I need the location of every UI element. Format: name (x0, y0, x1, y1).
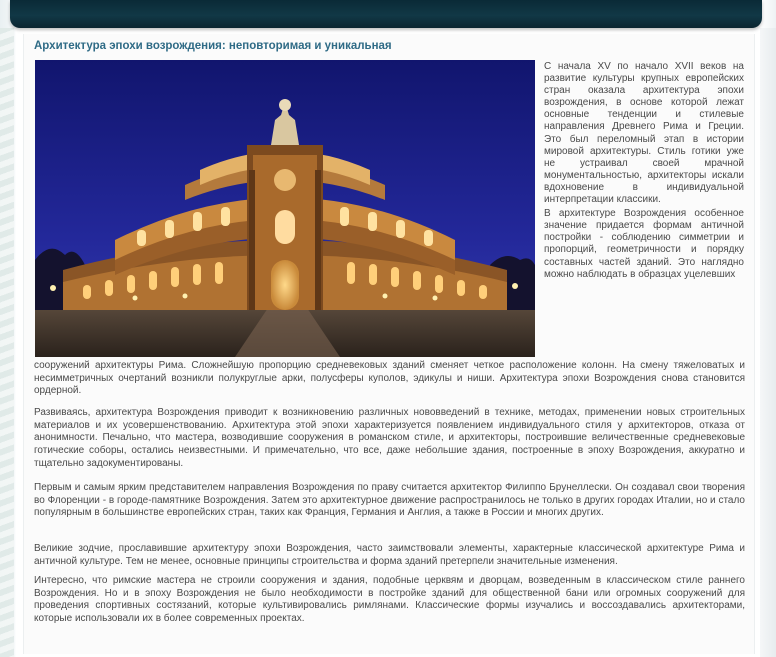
opera-house-photo (35, 60, 535, 357)
architecture-forms-paragraph: В архитектуре Возрождения особенное значение придается формам античной постройки - соблюдению симметрии и пропорций, геометричности и порядку составных частей зданий. Это наглядно можно наблюдать в образцах уцелевших (544, 208, 744, 280)
left-decorative-strip (0, 28, 14, 657)
intro-paragraph: С начала XV по начало XVII веков на развитие культуры крупных европейских стран оказала архитектура эпохи возрождения, в основе которой лежат основные тенденции и стилевые направления Древнего Рима и Греции. Это был переломный этап в истории мировой архитектуры. Стиль готики уже не устраивал своей мрачной монументальностью, архитекторы искали вдохновение в индивидуальной интерпретации классики. (544, 61, 744, 206)
article-title: Архитектура эпохи возрождения: неповторимая и уникальная (34, 40, 392, 52)
paragraph-innovations: Развиваясь, архитектура Возрождения приводит к возникновению различных нововведений в технике, методах, применении новых строительных материалов и их усовершенствованию. Архитектура этой эпохи характеризуется появлением индивидуального стиля у архитекторов, отказа от анонимности. Печально, что мастера, возводившие сооружения в романском стиле, и архитекторы, построившие величественные средневековые готические соборы, остались неизвестными. И примечательно, что все, даже небольшие здания, построенные в эпоху Возрождения, аккуратно и тщательно задокументированы. (34, 407, 745, 469)
paragraph-roman-masters: Интересно, что римские мастера не строили сооружения и здания, подобные церквям и дворцам, возведенным в классическом стиле раннего Возрождения. Но и в эпоху Возрождения не было необходимости в постройке зданий для общественной бани или огромных сооружений для проведения спортивных состязаний, которые культивировались римлянами. Классические формы изучались и воссоздавались архитекторами, которые использовали их в более современных проектах. (34, 575, 745, 625)
paragraph-great-architects: Великие зодчие, прославившие архитектуру эпохи Возрождения, часто заимствовали элементы, характерные классической архитектуре Рима и античной культуре. Тем не менее, основные принципы строительства и форма зданий претерпели значительные изменения. (34, 543, 745, 567)
side-text-column (544, 61, 744, 283)
paragraph-brunelleschi: Первым и самым ярким представителем направления Возрождения по праву считается архитектор Филиппо Брунеллески. Он создавал свои творения во Флоренции - в городе-памятнике Возрождения. Затем это архитектурное движение распространилось не только в других городах Италии, но и стало популярным в большинстве европейских стран, таких как Франция, Германия и Англия, а также в России и многих других. (34, 482, 745, 519)
right-scrollbar-area (760, 28, 776, 657)
header-bar (10, 0, 762, 28)
article-content (23, 34, 755, 654)
paragraph-continuation: сооружений архитектуры Рима. Сложнейшую пропорцию средневековых зданий сменяет четкое расположение колонн. На смену тяжеловатых и несимметричных очертаний возникли полукруглые арки, полусферы куполов, эдикулы и ниши. Архитектура эпохи Возрождения снова становится ордерной. (34, 360, 745, 397)
article-photo (35, 60, 535, 357)
